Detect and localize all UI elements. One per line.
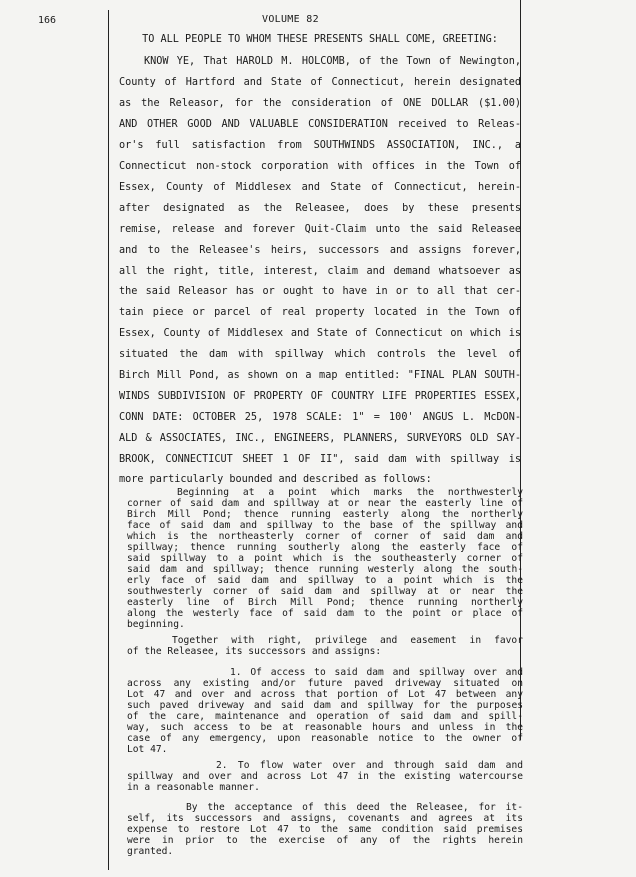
item-1-line: across any existing and/or future paved driveway situated on [127,678,523,689]
main-line: KNOW YE, That HAROLD M. HOLCOMB, of the Town of Newington, [144,56,521,67]
main-line: County of Hartford and State of Connecticut, herein designated [119,77,521,88]
description-line: spillway; thence running southerly along the easterly face of [127,542,523,553]
description-line: easterly line of Birch Mill Pond; thence running northerly [127,597,523,608]
item-1-line: such paved driveway and said dam and spillway for the purposes [127,700,523,711]
description-line: southwesterly corner of said dam and spillway at or near the [127,586,523,597]
description-line: along the westerly face of said dam to the point or place of [127,608,523,619]
acceptance-line: granted. [127,846,174,857]
item-2-line: in a reasonable manner. [127,782,260,793]
left-margin-rule [108,10,109,870]
main-line: WINDS SUBDIVISION OF PROPERTY OF COUNTRY LIFE PROPERTIES ESSEX, [119,391,521,402]
acceptance-line: By the acceptance of this deed the Releasee, for it- [186,802,523,813]
acceptance-line: expense to restore Lot 47 to the same condition said premises [127,824,523,835]
description-line: beginning. [127,619,185,630]
item-1-line: 1. Of access to said dam and spillway over and [230,667,523,678]
main-line: and to the Releasee's heirs, successors and assigns forever, [119,245,521,256]
together-line: of the Releasee, its successors and assigns: [127,646,382,657]
description-line: face of said dam and spillway to the base of the spillway and [127,520,523,531]
item-1-line: way, such access to be at reasonable hours and unless in the [127,722,523,733]
description-line: Birch Mill Pond; thence running easterly along the northerly [127,509,523,520]
description-line: said dam and spillway; thence running westerly along the south- [127,564,523,575]
main-line: CONN DATE: OCTOBER 25, 1978 SCALE: 1" = 100' ANGUS L. McDON- [119,412,521,423]
acceptance-line: were in prior to the exercise of any of the rights herein [127,835,523,846]
volume-label: VOLUME 82 [262,14,319,25]
main-line: all the right, title, interest, claim and demand whatsoever as [119,266,521,277]
greeting-line: TO ALL PEOPLE TO WHOM THESE PRESENTS SHALL COME, GREETING: [142,34,498,45]
acceptance-line: self, its successors and assigns, covenants and agrees at its [127,813,523,824]
together-line: Together with right, privilege and easement in favor [172,635,523,646]
main-line: ALD & ASSOCIATES, INC., ENGINEERS, PLANNERS, SURVEYORS OLD SAY- [119,433,521,444]
description-line: erly face of said dam and spillway to a point which is the [127,575,523,586]
main-line: after designated as the Releasee, does by these presents [119,203,521,214]
item-1-line: Lot 47. [127,744,168,755]
main-line: remise, release and forever Quit-Claim unto the said Releasee [119,224,521,235]
main-line: BROOK, CONNECTICUT SHEET 1 OF II", said dam with spillway is [119,454,521,465]
description-line: Beginning at a point which marks the northwesterly [177,487,523,498]
item-2-line: 2. To flow water over and through said dam and [216,760,523,771]
main-line: or's full satisfaction from SOUTHWINDS ASSOCIATION, INC., a [119,140,521,151]
item-2-line: spillway and over and across Lot 47 in the existing watercourse [127,771,523,782]
main-line: more particularly bounded and described as follows: [119,474,432,485]
description-line: corner of said dam and spillway at or near the easterly line of [127,498,523,509]
item-1-line: case of any emergency, upon reasonable notice to the owner of [127,733,523,744]
item-1-line: of the care, maintenance and operation of said dam and spill- [127,711,523,722]
description-line: said spillway to a point which is the southeasterly corner of [127,553,523,564]
main-line: as the Releasor, for the consideration of ONE DOLLAR ($1.00) [119,98,521,109]
page-number: 166 [38,15,57,26]
description-line: which is the northeasterly corner of corner of said dam and [127,531,523,542]
main-line: the said Releasor has or ought to have in or to all that cer- [119,286,521,297]
main-line: Connecticut non-stock corporation with offices in the Town of [119,161,521,172]
main-line: Essex, County of Middlesex and State of Connecticut on which is [119,328,521,339]
item-1-line: Lot 47 and over and across that portion of Lot 47 between any [127,689,523,700]
main-line: tain piece or parcel of real property located in the Town of [119,307,521,318]
main-line: Essex, County of Middlesex and State of Connecticut, herein- [119,182,521,193]
main-line: AND OTHER GOOD AND VALUABLE CONSIDERATION received to Releas- [119,119,521,130]
main-line: Birch Mill Pond, as shown on a map entitled: "FINAL PLAN SOUTH- [119,370,521,381]
main-line: situated the dam with spillway which controls the level of [119,349,521,360]
